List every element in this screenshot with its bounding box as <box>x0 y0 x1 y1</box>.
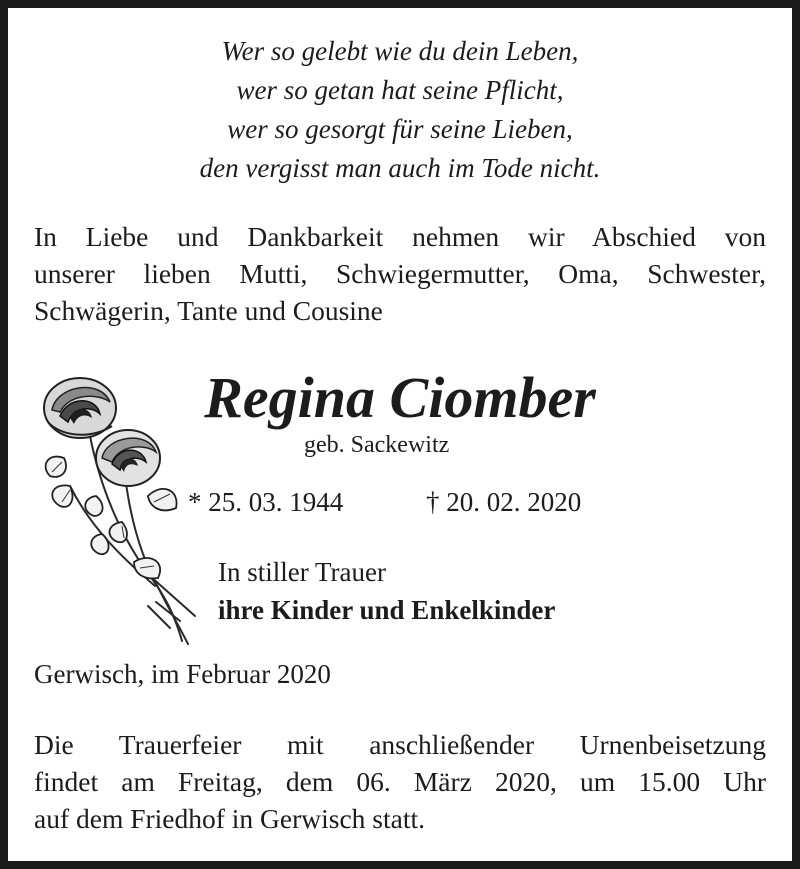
poem-line: Wer so gelebt wie du dein Leben, <box>221 36 579 66</box>
deceased-name: Regina Ciomber <box>204 365 596 430</box>
death-date: † 20. 02. 2020 <box>426 487 582 517</box>
funeral-details <box>34 726 766 837</box>
funeral-line: Die Trauerfeier mit anschließender Urnenbeisetzung <box>34 729 766 760</box>
intro-line: Schwägerin, Tante und Cousine <box>34 295 383 326</box>
intro-line: unserer lieben Mutti, Schwiegermutter, Oma, Schwester, <box>34 258 766 289</box>
poem <box>8 32 792 188</box>
mourners: ihre Kinder und Enkelkinder <box>218 595 556 625</box>
poem-line: den vergisst man auch im Tode nicht. <box>199 153 601 183</box>
rose-upper <box>44 378 116 438</box>
poem-line: wer so gesorgt für seine Lieben, <box>227 114 573 144</box>
birth-name: geb. Sackewitz <box>304 432 450 458</box>
funeral-line: findet am Freitag, dem 06. März 2020, um 15.00 Uhr <box>34 766 766 797</box>
birth-date: * 25. 03. 1944 <box>188 487 344 517</box>
intro-line: In Liebe und Dankbarkeit nehmen wir Abschied von <box>34 221 766 252</box>
mourning-line: In stiller Trauer <box>218 557 386 587</box>
place-and-date: Gerwisch, im Februar 2020 <box>34 659 331 689</box>
funeral-line: auf dem Friedhof in Gerwisch statt. <box>34 803 426 834</box>
farewell-intro <box>34 218 766 329</box>
rose-lower <box>96 430 160 486</box>
poem-line: wer so getan hat seine Pflicht, <box>236 75 564 105</box>
